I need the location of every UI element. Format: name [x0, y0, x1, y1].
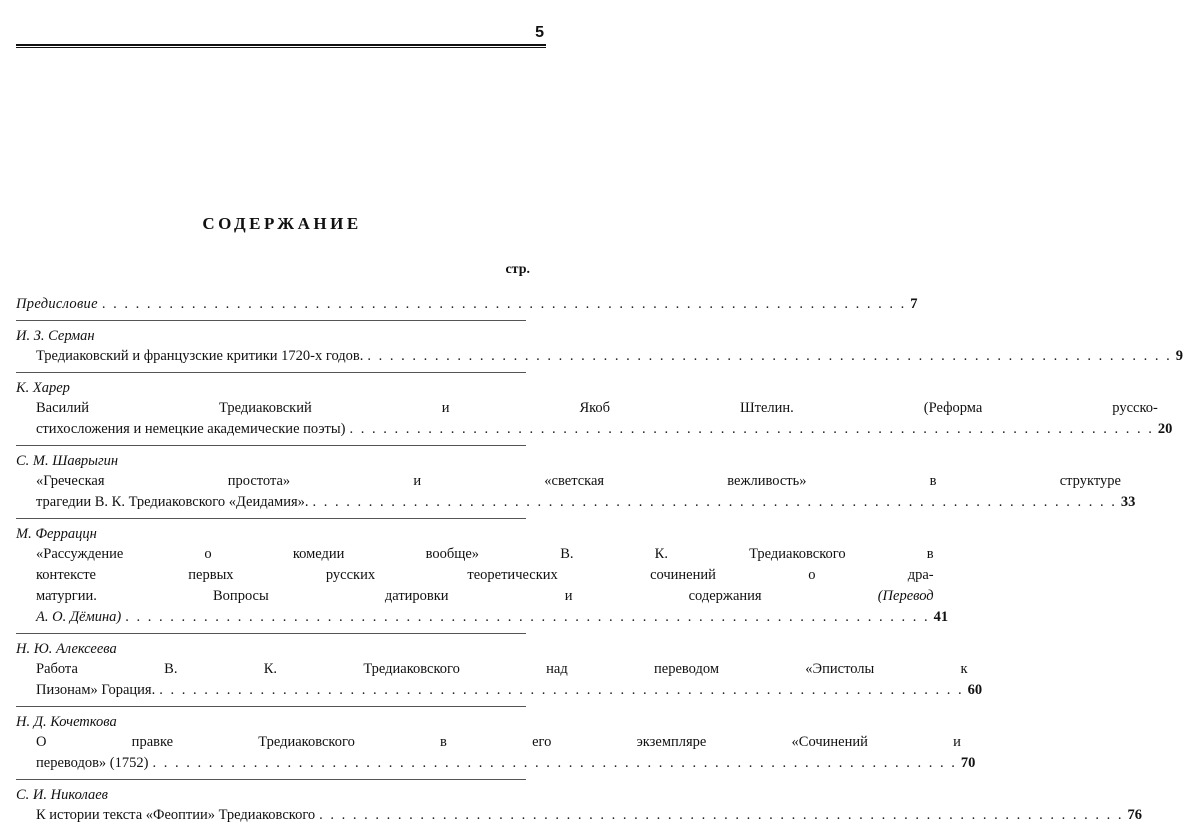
- article-title-line: трагедии В. К. Тредиаковского «Деидамия».: [36, 494, 309, 510]
- toc-entry[interactable]: [16, 518, 949, 633]
- toc-entry[interactable]: [16, 372, 1173, 445]
- toc-entry-preface[interactable]: [16, 290, 918, 320]
- dot-leader: [152, 753, 956, 774]
- author-name: Н. Ю. Алексеева: [16, 641, 117, 657]
- author-name: С. М. Шаврыгин: [16, 453, 119, 469]
- article-title-line: переводов» (1752): [36, 755, 149, 771]
- article-title-line: «Рассуждение о комедии вообще» В. К. Тредиаковского в: [36, 546, 934, 562]
- page-column-header: стр.: [505, 262, 530, 277]
- page-ref: 41: [933, 609, 949, 625]
- article-title-line: контексте первых русских теоретических сочинений о дра-: [36, 567, 934, 583]
- article-title-line: «Греческая простота» и «светская вежливость» в структуре: [36, 473, 1121, 489]
- article-title-line: Работа В. К. Тредиаковского над переводом «Эпистолы к: [36, 661, 968, 677]
- article-title-line: Пизонам» Горация.: [36, 682, 156, 698]
- page-ref: 60: [967, 682, 983, 698]
- header-rule: [16, 44, 546, 48]
- page-ref: 76: [1127, 807, 1143, 823]
- page-ref: 33: [1120, 494, 1136, 510]
- page-title: СОДЕРЖАНИЕ: [202, 214, 362, 233]
- article-title-line: матургии. Вопросы датировки и содержания: [36, 588, 762, 604]
- dot-leader: [367, 346, 1171, 367]
- article-title-line: Василий Тредиаковский и Якоб Штелин. (Реформа русско-: [36, 400, 1158, 416]
- dot-leader: [349, 419, 1153, 440]
- page-ref: 20: [1157, 421, 1173, 437]
- article-title: Тредиаковский и французские критики 1720-х годов.: [36, 348, 364, 364]
- dot-leader: [319, 805, 1123, 826]
- page-ref: 7: [910, 296, 918, 312]
- toc-entry[interactable]: [16, 779, 1143, 831]
- dot-leader: [313, 492, 1117, 513]
- table-of-contents: [16, 290, 1183, 831]
- author-name: К. Харер: [16, 380, 70, 396]
- author-name: С. И. Николаев: [16, 787, 108, 803]
- toc-entry[interactable]: [16, 445, 1136, 518]
- page-number: 5: [535, 24, 544, 41]
- author-name: М. Ферраццн: [16, 526, 97, 542]
- preface-label: Предисловие: [16, 296, 98, 312]
- translator-note: (Перевод: [877, 588, 934, 604]
- toc-entry[interactable]: [16, 706, 976, 779]
- article-title-line: О правке Тредиаковского в его экземпляре «Сочинений и: [36, 734, 961, 750]
- page-ref: 9: [1175, 348, 1183, 364]
- toc-entry[interactable]: [16, 320, 1183, 372]
- author-name: И. З. Серман: [16, 328, 95, 344]
- article-title: К истории текста «Феоптии» Тредиаковского: [36, 807, 316, 823]
- article-title-line: А. О. Дёмина): [36, 609, 122, 625]
- dot-leader: [159, 680, 963, 701]
- author-name: Н. Д. Кочеткова: [16, 714, 117, 730]
- toc-entry[interactable]: [16, 633, 983, 706]
- article-title-line: стихосложения и немецкие академические поэты): [36, 421, 346, 437]
- dot-leader: [125, 607, 929, 628]
- page-ref: 70: [960, 755, 976, 771]
- dot-leader: [102, 294, 906, 315]
